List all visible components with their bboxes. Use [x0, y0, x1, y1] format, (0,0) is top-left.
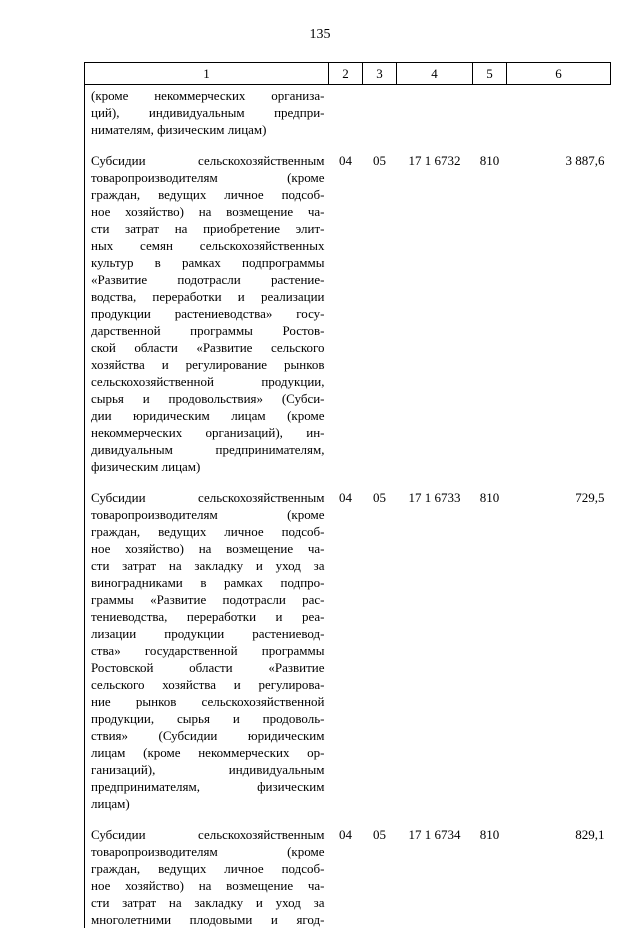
code-target-article	[397, 85, 473, 139]
description-line: сырья и продовольствия» (Субси-	[91, 391, 325, 406]
description-line: лицам (кроме некоммерческих ор-	[91, 745, 325, 760]
column-header-2: 2	[329, 63, 363, 85]
description-line: тениеводства, переработки и реа-	[91, 609, 325, 624]
description-line: Субсидии сельскохозяйственным	[91, 490, 325, 505]
description-line: культур в рамках подпрограммы	[91, 255, 325, 270]
description-line: ской области «Развитие сельского	[91, 340, 325, 355]
code-target-article: 17 1 6734	[408, 827, 461, 842]
row-description	[85, 475, 329, 812]
description-line: лизации продукции растениевод-	[91, 626, 325, 641]
description-line: граждан, ведущих личное подсоб-	[91, 187, 325, 202]
description-line: виноградниками в рамках подпро-	[91, 575, 325, 590]
amount-value: 3 887,6	[565, 153, 605, 168]
description-line: товаропроизводителям (кроме	[91, 844, 325, 859]
column-header-5: 5	[473, 63, 507, 85]
code-expense-type: 810	[479, 827, 500, 842]
description-line: сельскохозяйственной продукции,	[91, 374, 325, 389]
row-description	[85, 138, 329, 475]
code-target-article: 17 1 6732	[408, 153, 461, 168]
description-line: нимателям, физическим лицам)	[91, 122, 267, 137]
code-expense-type: 810	[479, 490, 500, 505]
description-line: физическим лицам)	[91, 459, 201, 474]
amount-value	[507, 85, 611, 139]
page-number: 135	[309, 27, 331, 42]
description-line: продукции, сырья и продоволь-	[91, 711, 325, 726]
budget-table	[84, 62, 611, 928]
row-description	[85, 812, 329, 928]
code-section	[329, 85, 363, 139]
header-row	[85, 63, 611, 85]
description-line: Субсидии сельскохозяйственным	[91, 153, 325, 168]
description-line: граждан, ведущих личное подсоб-	[91, 861, 325, 876]
column-header-1: 1	[85, 63, 329, 85]
description-line: (кроме некоммерческих организа-	[91, 88, 325, 103]
column-header-3: 3	[363, 63, 397, 85]
description-line: дивидуальным предпринимателям,	[91, 442, 325, 457]
description-line: ние рынков сельскохозяйственной	[91, 694, 325, 709]
amount-value: 829,1	[575, 827, 605, 842]
description-line: граммы «Развитие подотрасли рас-	[91, 592, 325, 607]
table-row	[85, 812, 611, 928]
description-line: дии юридическим лицам (кроме	[91, 408, 325, 423]
description-line: сти затрат на приобретение элит-	[91, 221, 325, 236]
description-line: ных семян сельскохозяйственных	[91, 238, 325, 253]
description-line: ное хозяйство) на возмещение ча-	[91, 878, 325, 893]
description-line: граждан, ведущих личное подсоб-	[91, 524, 325, 539]
description-line: товаропроизводителям (кроме	[91, 507, 325, 522]
code-section: 04	[339, 153, 352, 168]
description-line: ганизаций), индивидуальным	[91, 762, 325, 777]
code-section: 04	[339, 490, 352, 505]
description-line: водства, переработки и реализации	[91, 289, 325, 304]
amount-value: 729,5	[575, 490, 605, 505]
description-line: некоммерческих организаций), ин-	[91, 425, 325, 440]
description-line: ное хозяйство) на возмещение ча-	[91, 204, 325, 219]
row-description	[85, 85, 329, 139]
description-line: многолетними плодовыми и ягод-	[91, 912, 325, 927]
description-line: ствия» (Субсидии юридическим	[91, 728, 325, 743]
description-line: сти затрат на закладку и уход за	[91, 895, 325, 910]
description-line: продукции растениеводства» госу-	[91, 306, 325, 321]
code-subsection	[363, 85, 397, 139]
code-subsection: 05	[373, 490, 386, 505]
description-line: предпринимателям, физическим	[91, 779, 325, 794]
column-header-6: 6	[507, 63, 611, 85]
description-line: хозяйства и регулирование рынков	[91, 357, 325, 372]
code-section: 04	[339, 827, 352, 842]
code-expense-type	[473, 85, 507, 139]
table-row	[85, 85, 611, 139]
table-row	[85, 138, 611, 475]
description-line: сельского хозяйства и регулирова-	[91, 677, 325, 692]
description-line: лицам)	[91, 796, 130, 811]
description-line: дарственной программы Ростов-	[91, 323, 325, 338]
description-line: ное хозяйство) на возмещение ча-	[91, 541, 325, 556]
description-line: ства» государственной программы	[91, 643, 325, 658]
description-line: «Развитие подотрасли растение-	[91, 272, 325, 287]
table-row	[85, 475, 611, 812]
code-subsection: 05	[373, 153, 386, 168]
code-expense-type: 810	[479, 153, 500, 168]
description-line: Субсидии сельскохозяйственным	[91, 827, 325, 842]
column-header-4: 4	[397, 63, 473, 85]
description-line: Ростовской области «Развитие	[91, 660, 325, 675]
description-line: ций), индивидуальным предпри-	[91, 105, 325, 120]
description-line: сти затрат на закладку и уход за	[91, 558, 325, 573]
code-subsection: 05	[373, 827, 386, 842]
code-target-article: 17 1 6733	[408, 490, 461, 505]
description-line: товаропроизводителям (кроме	[91, 170, 325, 185]
